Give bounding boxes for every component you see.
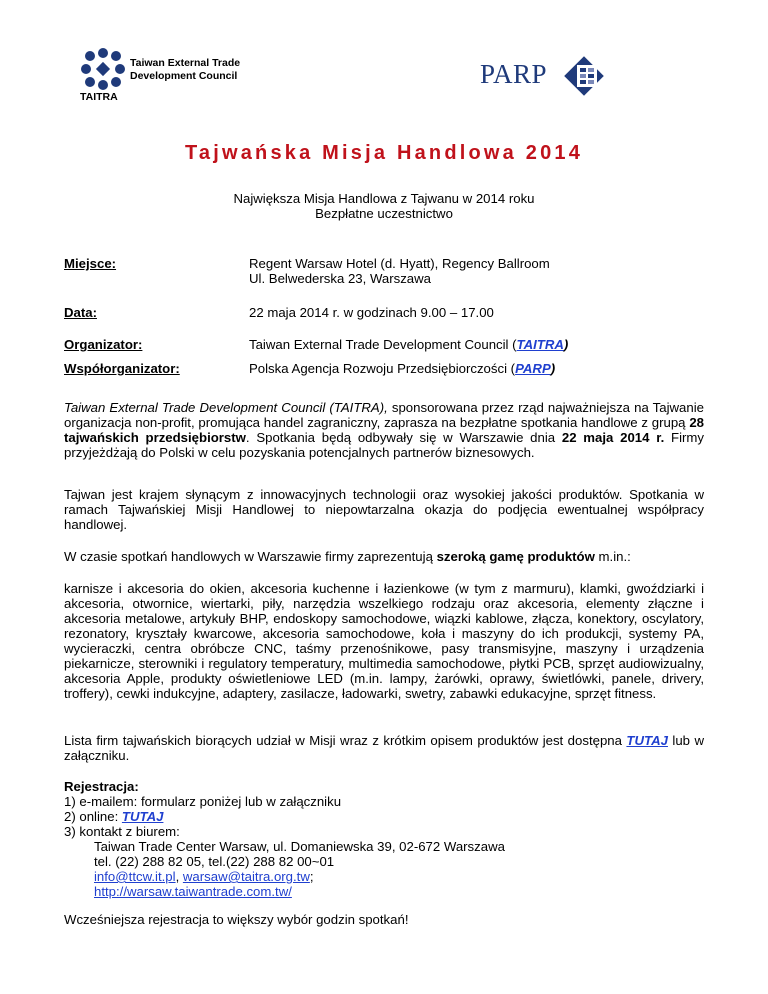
organizer-text: Taiwan External Trade Development Council ( (249, 337, 517, 352)
page-title: Tajwańska Misja Handlowa 2014 (184, 142, 584, 164)
coorganizer-text: Polska Agencja Rozwoju Przedsiębiorczości ( (249, 361, 516, 376)
taitra-name (130, 57, 240, 83)
registration-item-contact: 3) kontakt z biurem: (64, 824, 180, 839)
registration-section (64, 779, 704, 899)
intro-text3: Firmy przyjeżdżają do Polski w celu pozyskania potencjalnych partnerów biznesowych. (64, 430, 704, 460)
products-intro-bold: szeroką gamę produktów (436, 549, 595, 564)
intro-bold1: 28 tajwańskich przedsiębiorstw (64, 415, 704, 445)
taitra-line1: Taiwan External Trade (130, 57, 241, 69)
office-phone: tel. (22) 288 82 05, tel.(22) 288 82 00~01 (94, 854, 335, 869)
email-separator: , (175, 869, 183, 884)
products-list: karnisze i akcesoria do okien, akcesoria kuchenne i łazienkowe (w tym z marmuru), klamki, gwoździarki i akcesoria, otwornice, wiertarki, piły, narzędzia wszelkiego rodzaju oraz akcesoria, elementy złączne i akcesoria metalowe, artykuły BHP, endoskopy samochodowe, wiązki kablowe, złącza, konektory, oscylatory, rezonatory, kryształy kwarcowe, akcesoria samochodowe, koła i maszyny do ich produkcji, systemy PA, wycieraczki, centra obróbcze CNC, taśmy przenośnikowe, pasy transmisyjne, maszyny i urządzenia piekarnicze, sterowniki i regulatory temperatury, multimedia samochodowe, płytki PCB, sprzęt audiowizualny, akcesoria Apple, produkty oświetleniowe LED (m.in. lampy, żarówki, oprawy, świetlówki, panele, drivery, troffery), cewki indukcyjne, adaptery, zasilacze, ładowarki, swetry, zabawki edukacyjne, sprzęt fitness. (64, 581, 704, 701)
registration-item-email: 1) e-mailem: formularz poniżej lub w załączniku (64, 794, 342, 809)
online-prefix: 2) online: (64, 809, 122, 824)
products-intro (64, 549, 704, 564)
coorganizer-close: ) (550, 361, 556, 376)
data-label: Data: (64, 305, 97, 320)
taiwan-paragraph: Tajwan jest krajem słynącym z innowacyjnych technologii oraz wysokiej jakości produktów. Spotkania w ramach Tajwańskiej Misji Handlowej to niepowtarzalna okazja do podjęcia ewentualnej współpracy handlowej. (64, 487, 704, 532)
parp-link[interactable]: PARP (515, 361, 551, 376)
subtitle-2: Bezpłatne uczestnictwo (315, 206, 453, 221)
email-link-1[interactable]: info@ttcw.it.pl (94, 869, 176, 884)
company-list-tail: lub w załączniku. (64, 733, 704, 763)
intro-italic: Taiwan External Trade Development Council (TAITRA), (64, 400, 388, 415)
intro-text1: sponsorowana przez rząd najważniejsza na Tajwanie organizacja non-profit, promująca handel zagraniczny, zaprasza na bezpłatne spotkania handlowe z grupą (64, 400, 704, 430)
email-semicolon: ; (309, 869, 314, 884)
office-address: Taiwan Trade Center Warsaw, ul. Domaniewska 39, 02-672 Warszawa (94, 839, 505, 854)
intro-bold2: 22 maja 2014 r. (561, 430, 665, 445)
parp-logo-text: PARP (480, 59, 548, 89)
taitra-logo (80, 48, 126, 90)
products-intro-tail: m.in.: (594, 549, 631, 564)
taitra-line2: Development Council (130, 70, 238, 82)
online-register-link[interactable]: TUTAJ (121, 809, 164, 824)
products-intro-text: W czasie spotkań handlowych w Warszawie firmy zaprezentują (64, 549, 437, 564)
subtitle-1: Największa Misja Handlowa z Tajwanu w 2014 roku (233, 191, 535, 206)
miejsce-label: Miejsce: (64, 256, 117, 271)
intro-paragraph (64, 400, 704, 460)
coorganizer-value (249, 361, 555, 376)
data-value: 22 maja 2014 r. w godzinach 9.00 – 17.00 (249, 305, 494, 320)
taitra-emblem-icon (80, 48, 126, 90)
company-list-paragraph (64, 733, 704, 763)
organizer-label: Organizator: (64, 337, 143, 352)
email-link-2[interactable]: warsaw@taitra.org.tw (182, 869, 310, 884)
miejsce-line1: Regent Warsaw Hotel (d. Hyatt), Regency Ballroom (249, 256, 550, 271)
registration-item-online (64, 809, 704, 824)
closing-note: Wcześniejsza rejestracja to większy wybór godzin spotkań! (64, 912, 409, 927)
parp-emblem (560, 52, 608, 100)
office-emails (64, 869, 704, 884)
registration-heading: Rejestracja: (64, 779, 139, 794)
miejsce-line2: Ul. Belwederska 23, Warszawa (249, 271, 432, 286)
organizer-close: ) (563, 337, 569, 352)
website-link[interactable]: http://warsaw.taiwantrade.com.tw/ (94, 884, 292, 899)
parp-diamond-icon (560, 52, 608, 100)
taitra-short: TAITRA (80, 91, 118, 103)
intro-text2: . Spotkania będą odbywały się w Warszawie dnia (245, 430, 562, 445)
company-list-text: Lista firm tajwańskich biorących udział w Misji wraz z krótkim opisem produktów jest dostępna (64, 733, 627, 748)
office-website (64, 884, 704, 899)
taitra-link[interactable]: TAITRA (516, 337, 564, 352)
coorganizer-label: Współorganizator: (64, 361, 180, 376)
company-list-link[interactable]: TUTAJ (626, 733, 668, 748)
organizer-value (249, 337, 568, 352)
